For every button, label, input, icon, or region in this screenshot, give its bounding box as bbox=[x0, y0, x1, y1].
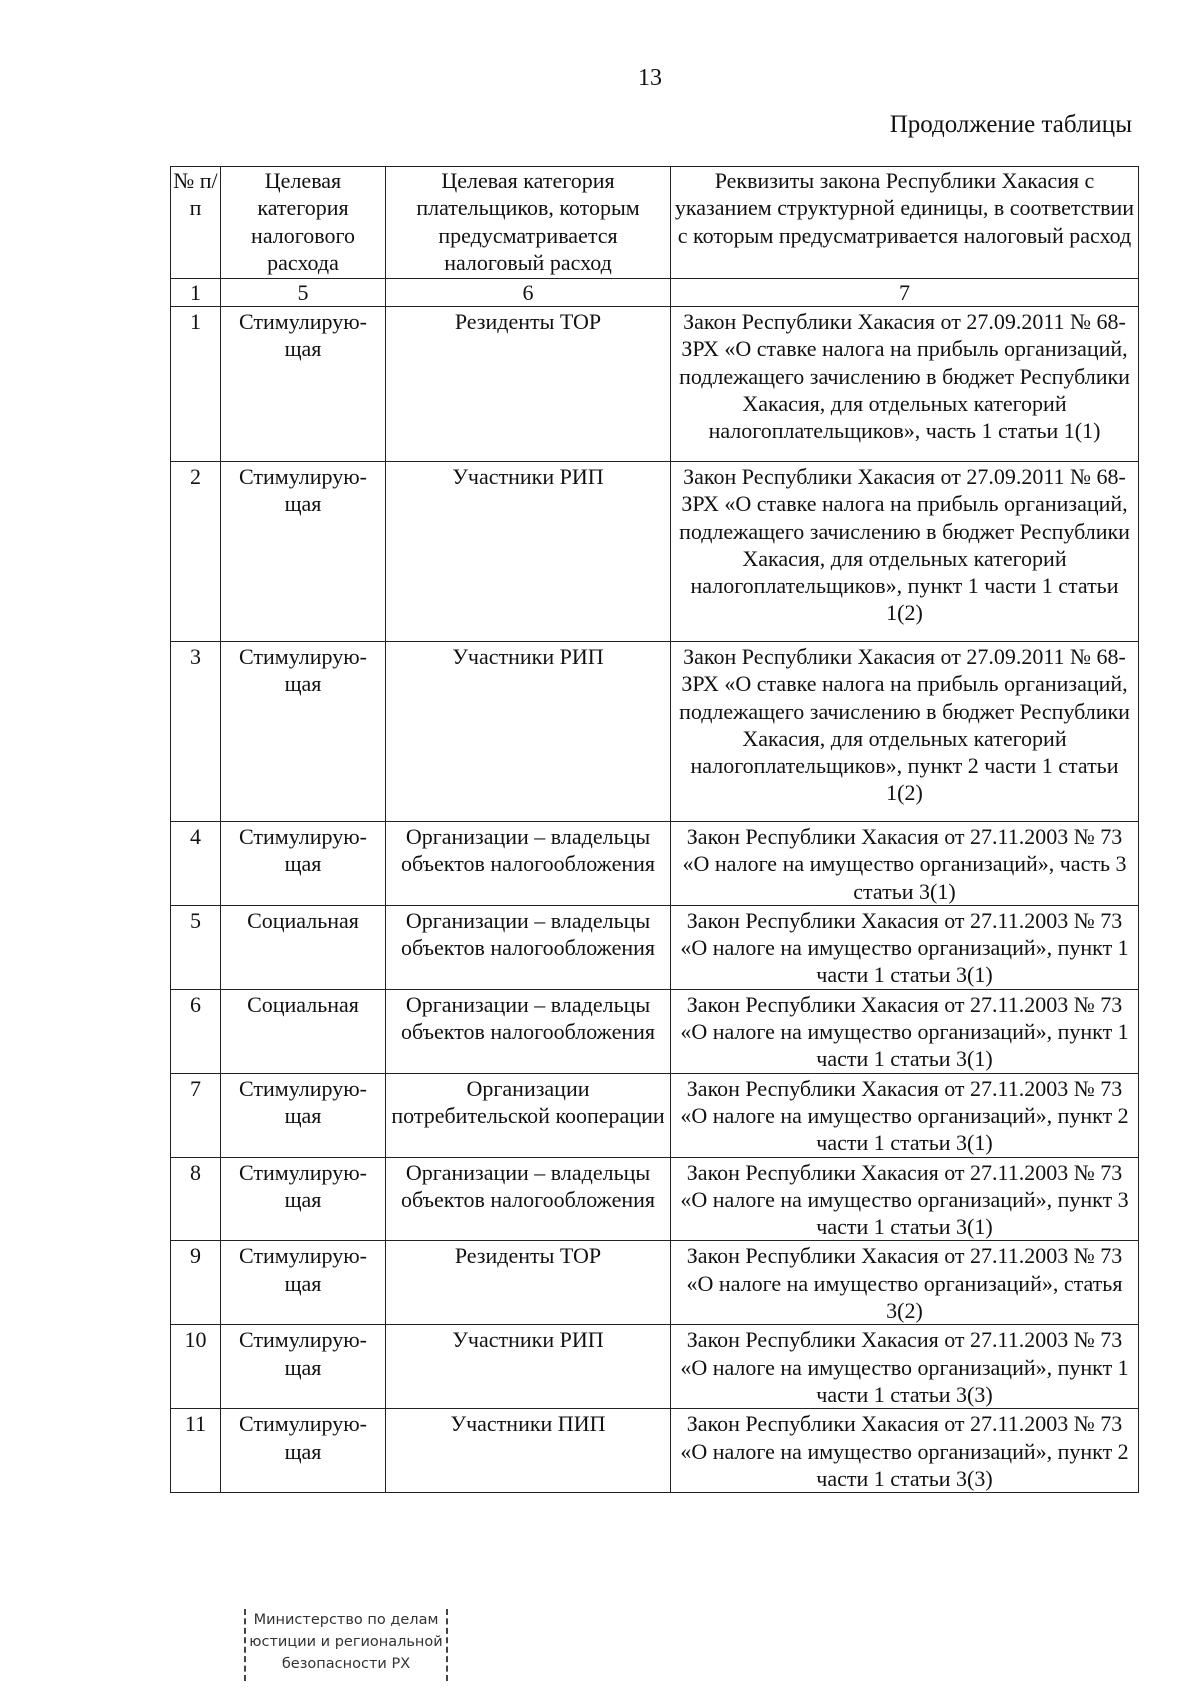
table-header-row bbox=[171, 167, 1139, 279]
table-row bbox=[171, 307, 1139, 462]
table-row bbox=[171, 905, 1139, 989]
row-category-cell: Стимулирую-щая bbox=[221, 462, 386, 642]
row-category-cell: Социальная bbox=[221, 989, 386, 1073]
row-category-cell: Социальная bbox=[221, 905, 386, 989]
table-row bbox=[171, 1157, 1139, 1241]
row-number-cell: 1 bbox=[171, 307, 221, 462]
row-payers-cell: Организации – владельцы объектов налогообложения bbox=[386, 905, 671, 989]
row-category-cell: Стимулирую-щая bbox=[221, 642, 386, 822]
row-payers-cell: Участники РИП bbox=[386, 462, 671, 642]
row-payers-cell: Участники ПИП bbox=[386, 1409, 671, 1493]
row-law-cell: Закон Республики Хакасия от 27.11.2003 № 73 «О налоге на имущество организаций», пункт 2 части 1 статьи 3(3) bbox=[671, 1409, 1139, 1493]
row-payers-cell: Организации – владельцы объектов налогообложения bbox=[386, 822, 671, 906]
row-category-cell: Стимулирую-щая bbox=[221, 307, 386, 462]
row-category-cell: Стимулирую-щая bbox=[221, 1409, 386, 1493]
header-law-details: Реквизиты закона Республики Хакасия с указанием структурной единицы, в соответствии с которым предусматривается налоговый расход bbox=[671, 167, 1139, 279]
column-number: 5 bbox=[221, 279, 386, 307]
ministry-stamp bbox=[244, 1609, 448, 1681]
table-row bbox=[171, 462, 1139, 642]
stamp-line: Министерство по делам bbox=[253, 1612, 439, 1628]
row-payers-cell: Организации – владельцы объектов налогообложения bbox=[386, 989, 671, 1073]
table-row bbox=[171, 822, 1139, 906]
row-payers-cell: Организации – владельцы объектов налогообложения bbox=[386, 1157, 671, 1241]
column-number: 1 bbox=[171, 279, 221, 307]
table-row bbox=[171, 989, 1139, 1073]
row-law-cell: Закон Республики Хакасия от 27.09.2011 № 68-ЗРХ «О ставке налога на прибыль организаций, подлежащего зачислению в бюджет Республики Хакасия, для отдельных категорий налогоплательщиков», пункт 2 части 1 статьи 1(2) bbox=[671, 642, 1139, 822]
tax-expenditures-table bbox=[170, 166, 1139, 1493]
stamp-line: юстиции и региональной bbox=[249, 1634, 443, 1650]
row-law-cell: Закон Республики Хакасия от 27.11.2003 № 73 «О налоге на имущество организаций», пункт 1 части 1 статьи 3(1) bbox=[671, 989, 1139, 1073]
row-category-cell: Стимулирую-щая bbox=[221, 822, 386, 906]
header-number: № п/п bbox=[171, 167, 221, 279]
row-category-cell: Стимулирую-щая bbox=[221, 1241, 386, 1325]
row-law-cell: Закон Республики Хакасия от 27.11.2003 № 73 «О налоге на имущество организаций», пункт 1 части 1 статьи 3(1) bbox=[671, 905, 1139, 989]
row-law-cell: Закон Республики Хакасия от 27.11.2003 № 73 «О налоге на имущество организаций», статья 3(2) bbox=[671, 1241, 1139, 1325]
row-number-cell: 4 bbox=[171, 822, 221, 906]
row-number-cell: 3 bbox=[171, 642, 221, 822]
row-number-cell: 7 bbox=[171, 1073, 221, 1157]
header-target-payers: Целевая категория плательщиков, которым предусматривается налоговый расход bbox=[386, 167, 671, 279]
column-numbers-row bbox=[171, 279, 1139, 307]
row-category-cell: Стимулирую-щая bbox=[221, 1325, 386, 1409]
row-number-cell: 11 bbox=[171, 1409, 221, 1493]
column-number: 7 bbox=[671, 279, 1139, 307]
row-payers-cell: Резиденты ТОР bbox=[386, 307, 671, 462]
row-law-cell: Закон Республики Хакасия от 27.11.2003 № 73 «О налоге на имущество организаций», пункт 2 части 1 статьи 3(1) bbox=[671, 1073, 1139, 1157]
header-target-category: Целевая категория налогового расхода bbox=[221, 167, 386, 279]
row-category-cell: Стимулирую-щая bbox=[221, 1073, 386, 1157]
table-row bbox=[171, 1241, 1139, 1325]
row-number-cell: 8 bbox=[171, 1157, 221, 1241]
row-number-cell: 9 bbox=[171, 1241, 221, 1325]
row-law-cell: Закон Республики Хакасия от 27.11.2003 № 73 «О налоге на имущество организаций», пункт 1 части 1 статьи 3(3) bbox=[671, 1325, 1139, 1409]
table-row bbox=[171, 1409, 1139, 1493]
table-continuation-label: Продолжение таблицы bbox=[889, 111, 1132, 138]
table-row bbox=[171, 1325, 1139, 1409]
row-law-cell: Закон Республики Хакасия от 27.09.2011 № 68-ЗРХ «О ставке налога на прибыль организаций, подлежащего зачислению в бюджет Республики Хакасия, для отдельных категорий налогоплательщиков», часть 1 статьи 1(1) bbox=[671, 307, 1139, 462]
row-number-cell: 5 bbox=[171, 905, 221, 989]
row-payers-cell: Резиденты ТОР bbox=[386, 1241, 671, 1325]
row-number-cell: 6 bbox=[171, 989, 221, 1073]
row-number-cell: 10 bbox=[171, 1325, 221, 1409]
page-number: 13 bbox=[638, 65, 662, 91]
row-law-cell: Закон Республики Хакасия от 27.11.2003 № 73 «О налоге на имущество организаций», часть 3 статьи 3(1) bbox=[671, 822, 1139, 906]
table-row bbox=[171, 1073, 1139, 1157]
stamp-line: безопасности РХ bbox=[281, 1656, 411, 1672]
table-row bbox=[171, 642, 1139, 822]
row-law-cell: Закон Республики Хакасия от 27.11.2003 № 73 «О налоге на имущество организаций», пункт 3 части 1 статьи 3(1) bbox=[671, 1157, 1139, 1241]
row-category-cell: Стимулирую-щая bbox=[221, 1157, 386, 1241]
row-payers-cell: Участники РИП bbox=[386, 1325, 671, 1409]
row-number-cell: 2 bbox=[171, 462, 221, 642]
row-law-cell: Закон Республики Хакасия от 27.09.2011 № 68-ЗРХ «О ставке налога на прибыль организаций, подлежащего зачислению в бюджет Республики Хакасия, для отдельных категорий налогоплательщиков», пункт 1 части 1 статьи 1(2) bbox=[671, 462, 1139, 642]
row-payers-cell: Организации потребительской кооперации bbox=[386, 1073, 671, 1157]
row-payers-cell: Участники РИП bbox=[386, 642, 671, 822]
column-number: 6 bbox=[386, 279, 671, 307]
